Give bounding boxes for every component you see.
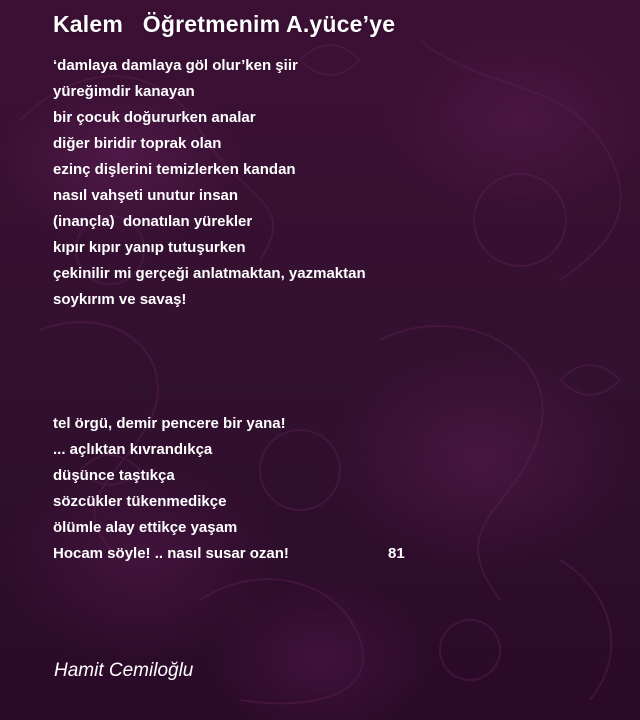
poem-author: Hamit Cemiloğlu — [54, 660, 194, 681]
poem-stanza-2 — [53, 411, 289, 567]
poem-line: ezinç dişlerini temizlerken kandan — [53, 161, 296, 178]
poem-line: çekinilir mi gerçeği anlatmaktan, yazmaktan — [53, 265, 366, 282]
poem-line: sözcükler tükenmedikçe — [53, 493, 227, 510]
poem-title: Kalem Öğretmenim A.yüce’ye — [53, 11, 396, 37]
poem-line: ... açlıktan kıvrandıkça — [53, 441, 213, 458]
poem-line: düşünce taştıkça — [53, 467, 175, 484]
poem-line: tel örgü, demir pencere bir yana! — [53, 415, 286, 432]
poem-line: nasıl vahşeti unutur insan — [53, 187, 239, 204]
poem-line: yüreğimdir kanayan — [53, 83, 195, 100]
poem-line: ölümle alay ettikçe yaşam — [53, 519, 238, 536]
poem-line: diğer biridir toprak olan — [53, 135, 222, 152]
poem-stanza-1 — [53, 53, 366, 313]
poem-line: kıpır kıpır yanıp tutuşurken — [53, 239, 246, 256]
poem-line: bir çocuk doğururken analar — [53, 109, 256, 126]
poem-line: soykırım ve savaş! — [53, 291, 187, 308]
poem-line: Hocam söyle! .. nasıl susar ozan! — [53, 545, 289, 562]
poem-line: ‘damlaya damlaya göl olur’ken şiir — [53, 57, 298, 74]
poem-number: 81 — [388, 545, 405, 562]
poem-line: (inançla) donatılan yürekler — [53, 213, 253, 230]
